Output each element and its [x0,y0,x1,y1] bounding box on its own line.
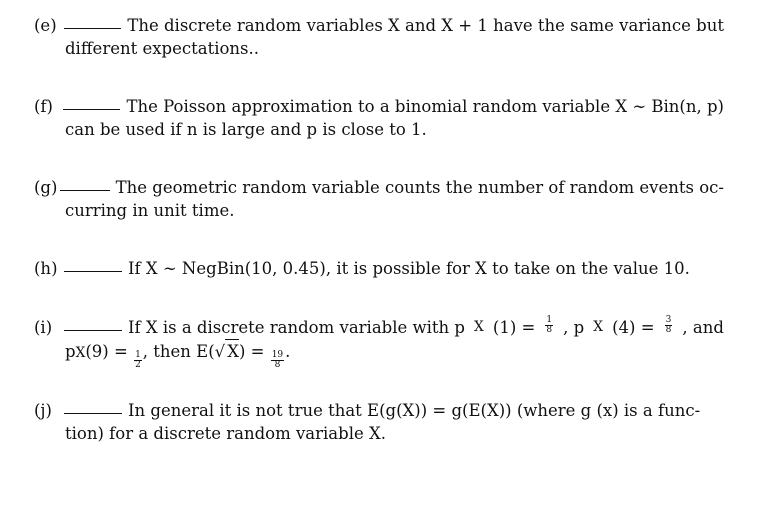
answer-blank[interactable] [64,271,122,272]
question-text-line1: In general it is not true that E(g(X)) = g(E(X)) (where g (x) is a func- [128,401,701,420]
question-text-line1: If X ∼ NegBin(10, 0.45), it is possible for X to take on the value 10. [128,259,690,278]
question-label: (f) [34,97,53,116]
sqrt-symbol: √ [214,342,226,361]
text-segment: (1) = [492,318,536,337]
question-text-line2: tion) for a discrete random variable X. [65,424,386,443]
subscript: X [593,319,604,335]
question-label: (e) [34,16,57,35]
fraction: $\frac{1}{8}$ [546,315,553,335]
question-label: (j) [34,401,52,420]
fraction: $\frac{1}{2}$ [135,350,141,370]
text-segment: ) = [238,342,265,361]
question-j [34,399,724,445]
question-i [34,316,724,370]
question-text-line1: The discrete random variables X and X + 1 have the same variance but [127,16,724,35]
text-segment: . [285,342,291,361]
question-text-line2: can be used if n is large and p is close to 1. [65,120,427,139]
question-f [34,95,724,141]
question-label: (h) [34,259,58,278]
question-text-line1 [128,316,724,339]
question-e [34,14,724,60]
text-segment: , p [563,318,585,337]
answer-blank[interactable] [64,330,122,331]
answer-blank[interactable] [64,28,122,29]
question-text-line2: curring in unit time. [65,201,235,220]
question-text-line2 [34,339,724,370]
answer-blank[interactable] [60,190,110,191]
question-text-line2: different expectations.. [65,39,260,58]
question-text-line1: The Poisson approximation to a binomial random variable X ∼ Bin(n, p) [126,97,724,116]
text-segment: p [65,342,76,361]
question-h [34,257,724,280]
answer-blank[interactable] [63,109,120,110]
subscript: X [75,345,86,361]
question-g [34,176,724,222]
question-text-line1: The geometric random variable counts the number of random events oc- [115,178,724,197]
question-label: (i) [34,318,53,337]
question-label: (g) [34,178,58,197]
text-segment: If X is a discrete random variable with p [128,318,465,337]
text-segment: , and [682,318,724,337]
sqrt-argument: X [225,339,239,363]
answer-blank[interactable] [64,413,122,414]
fraction: $\frac{3}{8}$ [665,315,672,335]
subscript: X [474,319,484,335]
text-segment: (9) = [85,342,128,361]
text-segment: , then E( [142,342,215,361]
fraction: $\frac{19}{8}$ [271,350,284,370]
text-segment: (4) = [612,318,655,337]
